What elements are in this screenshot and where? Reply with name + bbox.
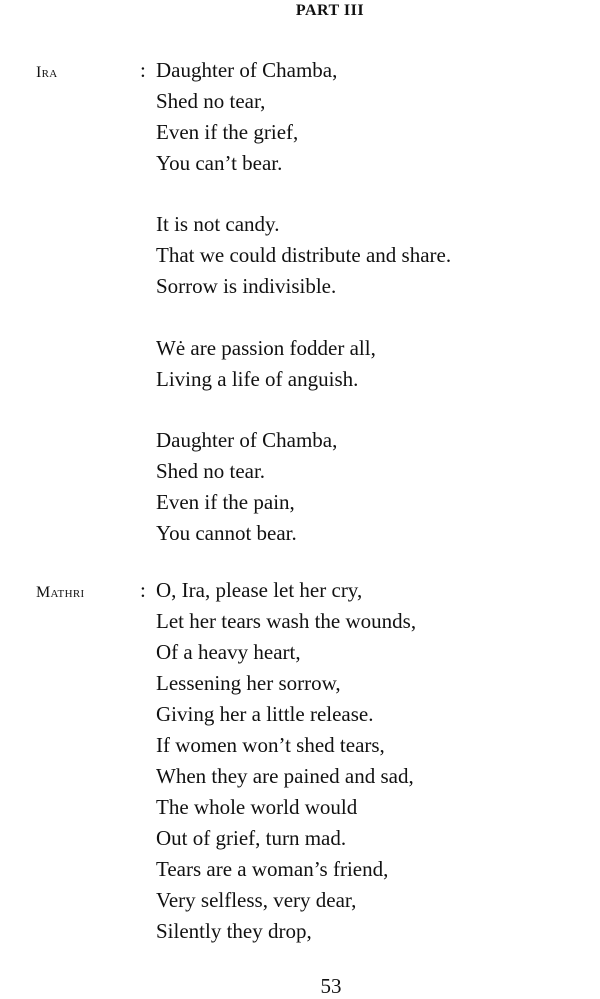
- verse-line: Even if the grief,: [156, 120, 299, 144]
- verse-line: Living a life of anguish.: [156, 367, 359, 391]
- verse-line: Daughter of Chamba,: [156, 58, 338, 82]
- verse-line: Tears are a woman’s friend,: [156, 857, 389, 881]
- verse-line: Silently they drop,: [156, 919, 312, 943]
- verse-line: The whole world would: [156, 795, 358, 819]
- verse-line: It is not candy.: [156, 212, 280, 236]
- verse-line: Lessening her sorrow,: [156, 671, 341, 695]
- verse-line: You can’t bear.: [156, 151, 283, 175]
- verse-line: You cannot bear.: [156, 521, 297, 545]
- verse-line: Out of grief, turn mad.: [156, 826, 347, 850]
- verse-line: If women won’t shed tears,: [156, 733, 385, 757]
- speaker-name: Ira: [36, 64, 58, 81]
- page-number: 53: [320, 974, 342, 998]
- verse-line: Wė are passion fodder all,: [156, 336, 376, 360]
- speaker-colon: :: [140, 58, 146, 82]
- verse-line: Sorrow is indivisible.: [156, 274, 337, 298]
- verse-line: Even if the pain,: [156, 490, 295, 514]
- verse-line: Giving her a little release.: [156, 702, 374, 726]
- verse-line: Very selfless, very dear,: [156, 888, 357, 912]
- verse-line: Shed no tear,: [156, 89, 266, 113]
- running-head: PART III: [295, 2, 365, 19]
- verse-line: Shed no tear.: [156, 459, 266, 483]
- verse-line: Of a heavy heart,: [156, 640, 301, 664]
- speaker-name: Mathri: [36, 584, 85, 601]
- verse-line: O, Ira, please let her cry,: [156, 578, 363, 602]
- verse-line: Let her tears wash the wounds,: [156, 609, 417, 633]
- speaker-colon: :: [140, 578, 146, 602]
- verse-line: Daughter of Chamba,: [156, 428, 338, 452]
- verse-line: That we could distribute and share.: [156, 243, 452, 267]
- verse-line: When they are pained and sad,: [156, 764, 414, 788]
